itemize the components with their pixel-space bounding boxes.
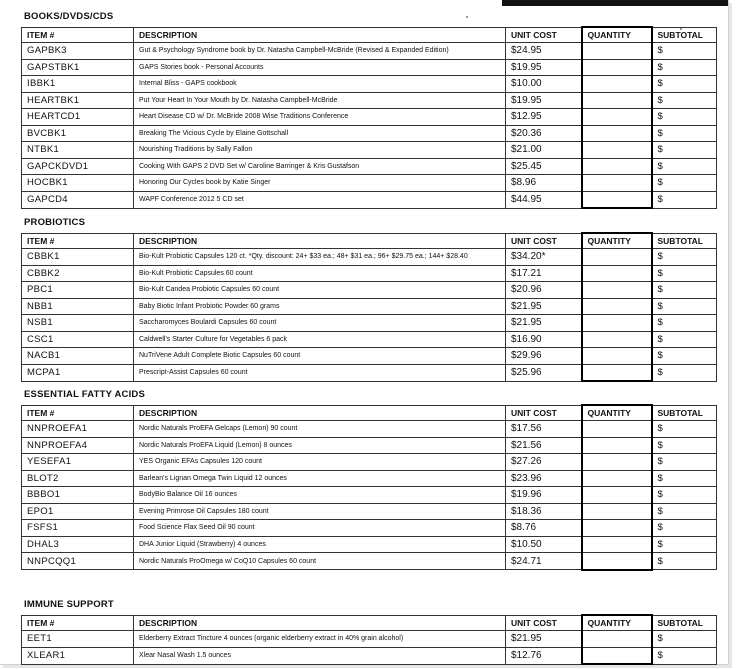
unit-cost: $16.90 <box>506 331 582 348</box>
item-header: ITEM # <box>22 405 134 421</box>
unit-cost: $21.95 <box>506 315 582 332</box>
quantity-field[interactable] <box>582 59 652 76</box>
item-description: BodyBio Balance Oil 16 ounces <box>134 487 506 504</box>
unit-cost: $24.71 <box>506 553 582 570</box>
table-header-row <box>22 405 717 421</box>
table-row <box>22 59 717 76</box>
section-books-dvds-cds <box>21 8 716 209</box>
item-description: Internal Bliss - GAPS cookbook <box>134 76 506 93</box>
unit-cost: $12.76 <box>506 647 582 664</box>
quantity-header: QUANTITY <box>582 615 652 631</box>
unit-cost-header: UNIT COST <box>506 27 582 43</box>
quantity-field[interactable] <box>582 298 652 315</box>
section-immune-support <box>21 596 716 665</box>
unit-cost: $12.95 <box>506 109 582 126</box>
unit-cost: $29.96 <box>506 348 582 365</box>
quantity-field[interactable] <box>582 421 652 438</box>
product-table <box>21 26 717 209</box>
item-code: YESEFA1 <box>22 454 134 471</box>
item-code: DHAL3 <box>22 536 134 553</box>
subtotal-header: SUBTOTAL <box>652 405 717 421</box>
item-code: IBBK1 <box>22 76 134 93</box>
subtotal-header: SUBTOTAL <box>652 233 717 249</box>
item-description: Nourishing Traditions by Sally Fallon <box>134 142 506 159</box>
item-description: Bio-Kult Probiotic Capsules 60 count <box>134 265 506 282</box>
subtotal-field: $ <box>652 421 717 438</box>
table-row <box>22 142 717 159</box>
description-header: DESCRIPTION <box>134 405 506 421</box>
table-row <box>22 92 717 109</box>
subtotal-field: $ <box>652 59 717 76</box>
unit-cost: $17.56 <box>506 421 582 438</box>
quantity-field[interactable] <box>582 315 652 332</box>
table-row <box>22 454 717 471</box>
item-code: PBC1 <box>22 282 134 299</box>
quantity-header: QUANTITY <box>582 233 652 249</box>
item-description: NuTriVene Adult Complete Biotic Capsules 60 count <box>134 348 506 365</box>
quantity-field[interactable] <box>582 142 652 159</box>
item-code: NNPROEFA1 <box>22 421 134 438</box>
quantity-field[interactable] <box>582 331 652 348</box>
subtotal-field: $ <box>652 454 717 471</box>
item-description: WAPF Conference 2012 5 CD set <box>134 191 506 208</box>
quantity-header: QUANTITY <box>582 27 652 43</box>
table-row <box>22 175 717 192</box>
quantity-field[interactable] <box>582 647 652 664</box>
item-description: Baby Biotic Infant Probiotic Powder 60 grams <box>134 298 506 315</box>
item-description: Bio-Kult Probiotic Capsules 120 ct. *Qty. discount: 24+ $33 ea.; 48+ $31 ea.; 96+ $29.75 ea.; 144+ $28.40 <box>134 249 506 266</box>
item-description: Prescript-Assist Capsules 60 count <box>134 364 506 381</box>
quantity-field[interactable] <box>582 265 652 282</box>
item-code: NBB1 <box>22 298 134 315</box>
quantity-field[interactable] <box>582 282 652 299</box>
unit-cost: $10.00 <box>506 76 582 93</box>
item-description: Nordic Naturals ProEFA Liquid (Lemon) 8 ounces <box>134 437 506 454</box>
unit-cost: $20.36 <box>506 125 582 142</box>
item-code: GAPCKDVD1 <box>22 158 134 175</box>
quantity-field[interactable] <box>582 631 652 648</box>
quantity-field[interactable] <box>582 553 652 570</box>
unit-cost: $18.36 <box>506 503 582 520</box>
item-description: Cooking With GAPS 2 DVD Set w/ Caroline Barringer & Kris Gustafson <box>134 158 506 175</box>
description-header: DESCRIPTION <box>134 233 506 249</box>
quantity-field[interactable] <box>582 125 652 142</box>
table-row <box>22 43 717 60</box>
subtotal-field: $ <box>652 364 717 381</box>
subtotal-header: SUBTOTAL <box>652 27 717 43</box>
item-code: HEARTBK1 <box>22 92 134 109</box>
subtotal-field: $ <box>652 125 717 142</box>
item-description: Nordic Naturals ProEFA Gelcaps (Lemon) 90 count <box>134 421 506 438</box>
table-row <box>22 437 717 454</box>
item-code: FSFS1 <box>22 520 134 537</box>
item-code: EET1 <box>22 631 134 648</box>
unit-cost: $21.95 <box>506 631 582 648</box>
table-row <box>22 631 717 648</box>
item-description: Elderberry Extract Tincture 4 ounces (organic elderberry extract in 40% grain alcohol) <box>134 631 506 648</box>
quantity-field[interactable] <box>582 503 652 520</box>
item-code: MCPA1 <box>22 364 134 381</box>
table-row <box>22 191 717 208</box>
item-header: ITEM # <box>22 233 134 249</box>
quantity-field[interactable] <box>582 536 652 553</box>
section-title: BOOKS/DVDS/CDS <box>24 11 114 22</box>
table-row <box>22 331 717 348</box>
item-code: NTBK1 <box>22 142 134 159</box>
subtotal-field: $ <box>652 503 717 520</box>
quantity-field[interactable] <box>582 364 652 381</box>
table-row <box>22 364 717 381</box>
subtotal-field: $ <box>652 249 717 266</box>
item-code: BVCBK1 <box>22 125 134 142</box>
unit-cost: $27.26 <box>506 454 582 471</box>
subtotal-field: $ <box>652 647 717 664</box>
item-code: BLOT2 <box>22 470 134 487</box>
subtotal-field: $ <box>652 265 717 282</box>
item-code: BBBO1 <box>22 487 134 504</box>
table-row <box>22 298 717 315</box>
subtotal-field: $ <box>652 631 717 648</box>
quantity-field[interactable] <box>582 76 652 93</box>
subtotal-field: $ <box>652 437 717 454</box>
quantity-field[interactable] <box>582 191 652 208</box>
unit-cost: $8.76 <box>506 520 582 537</box>
unit-cost: $25.45 <box>506 158 582 175</box>
section-probiotics <box>21 214 716 382</box>
subtotal-field: $ <box>652 142 717 159</box>
unit-cost-header: UNIT COST <box>506 405 582 421</box>
item-code: EPO1 <box>22 503 134 520</box>
subtotal-field: $ <box>652 43 717 60</box>
unit-cost: $44.95 <box>506 191 582 208</box>
section-title: IMMUNE SUPPORT <box>24 599 114 610</box>
quantity-field[interactable] <box>582 43 652 60</box>
item-code: NACB1 <box>22 348 134 365</box>
item-code: GAPBK3 <box>22 43 134 60</box>
table-row <box>22 647 717 664</box>
item-description: Put Your Heart In Your Mouth by Dr. Natasha Campbell-McBride <box>134 92 506 109</box>
item-description: Saccharomyces Boulardi Capsules 60 count <box>134 315 506 332</box>
description-header: DESCRIPTION <box>134 615 506 631</box>
item-description: Breaking The Vicious Cycle by Elaine Gottschall <box>134 125 506 142</box>
subtotal-field: $ <box>652 158 717 175</box>
table-row <box>22 125 717 142</box>
subtotal-field: $ <box>652 175 717 192</box>
section-title: ESSENTIAL FATTY ACIDS <box>24 389 146 400</box>
item-code: HEARTCD1 <box>22 109 134 126</box>
quantity-field[interactable] <box>582 454 652 471</box>
item-header: ITEM # <box>22 615 134 631</box>
item-description: Nordic Naturals ProOmega w/ CoQ10 Capsules 60 count <box>134 553 506 570</box>
subtotal-field: $ <box>652 76 717 93</box>
quantity-field[interactable] <box>582 487 652 504</box>
unit-cost: $23.96 <box>506 470 582 487</box>
unit-cost: $25.96 <box>506 364 582 381</box>
unit-cost: $17.21 <box>506 265 582 282</box>
table-header-row <box>22 27 717 43</box>
subtotal-field: $ <box>652 470 717 487</box>
subtotal-field: $ <box>652 331 717 348</box>
quantity-field[interactable] <box>582 520 652 537</box>
item-description: Gut & Psychology Syndrome book by Dr. Natasha Campbell-McBride (Revised & Expanded Edition) <box>134 43 506 60</box>
table-row <box>22 503 717 520</box>
unit-cost: $8.96 <box>506 175 582 192</box>
table-row <box>22 536 717 553</box>
table-header-row <box>22 615 717 631</box>
unit-cost-header: UNIT COST <box>506 615 582 631</box>
unit-cost: $19.95 <box>506 59 582 76</box>
subtotal-field: $ <box>652 348 717 365</box>
table-row <box>22 265 717 282</box>
unit-cost: $19.95 <box>506 92 582 109</box>
subtotal-field: $ <box>652 92 717 109</box>
subtotal-field: $ <box>652 191 717 208</box>
subtotal-field: $ <box>652 315 717 332</box>
unit-cost: $21.95 <box>506 298 582 315</box>
subtotal-header: SUBTOTAL <box>652 615 717 631</box>
table-row <box>22 348 717 365</box>
item-description: Food Science Flax Seed Oil 90 count <box>134 520 506 537</box>
item-description: Barlean's Lignan Omega Twin Liquid 12 ounces <box>134 470 506 487</box>
description-header: DESCRIPTION <box>134 27 506 43</box>
subtotal-field: $ <box>652 536 717 553</box>
item-description: Caldwell's Starter Culture for Vegetables 6 pack <box>134 331 506 348</box>
subtotal-field: $ <box>652 520 717 537</box>
quantity-field[interactable] <box>582 249 652 266</box>
quantity-field[interactable] <box>582 109 652 126</box>
product-table <box>21 232 717 382</box>
item-description: Xlear Nasal Wash 1.5 ounces <box>134 647 506 664</box>
item-description: Heart Disease CD w/ Dr. McBride 2008 Wise Traditions Conference <box>134 109 506 126</box>
quantity-header: QUANTITY <box>582 405 652 421</box>
unit-cost-header: UNIT COST <box>506 233 582 249</box>
item-code: CBBK1 <box>22 249 134 266</box>
unit-cost: $34.20* <box>506 249 582 266</box>
unit-cost: $24.95 <box>506 43 582 60</box>
quantity-field[interactable] <box>582 158 652 175</box>
item-description: Evening Primrose Oil Capsules 180 count <box>134 503 506 520</box>
item-description: DHA Junior Liquid (Strawberry) 4 ounces <box>134 536 506 553</box>
section-essential-fatty-acids <box>21 386 716 571</box>
quantity-field[interactable] <box>582 437 652 454</box>
quantity-field[interactable] <box>582 470 652 487</box>
item-description: Bio-Kult Candea Probiotic Capsules 60 count <box>134 282 506 299</box>
unit-cost: $20.96 <box>506 282 582 299</box>
table-row <box>22 249 717 266</box>
subtotal-field: $ <box>652 298 717 315</box>
item-code: GAPCD4 <box>22 191 134 208</box>
item-code: NNPCQQ1 <box>22 553 134 570</box>
table-row <box>22 76 717 93</box>
subtotal-field: $ <box>652 553 717 570</box>
item-code: HOCBK1 <box>22 175 134 192</box>
item-header: ITEM # <box>22 27 134 43</box>
table-row <box>22 282 717 299</box>
item-description: YES Organic EFAs Capsules 120 count <box>134 454 506 471</box>
product-table <box>21 614 717 665</box>
item-code: XLEAR1 <box>22 647 134 664</box>
table-header-row <box>22 233 717 249</box>
table-row <box>22 520 717 537</box>
unit-cost: $19.96 <box>506 487 582 504</box>
table-row <box>22 421 717 438</box>
unit-cost: $21.00 <box>506 142 582 159</box>
section-title: PROBIOTICS <box>24 217 86 228</box>
item-code: CBBK2 <box>22 265 134 282</box>
table-row <box>22 315 717 332</box>
table-row <box>22 109 717 126</box>
unit-cost: $21.56 <box>506 437 582 454</box>
table-row <box>22 158 717 175</box>
product-table <box>21 404 717 571</box>
table-row <box>22 487 717 504</box>
subtotal-field: $ <box>652 109 717 126</box>
item-code: GAPSTBK1 <box>22 59 134 76</box>
subtotal-field: $ <box>652 487 717 504</box>
quantity-field[interactable] <box>582 92 652 109</box>
item-description: GAPS Stories book - Personal Accounts <box>134 59 506 76</box>
item-description: Honoring Our Cycles book by Katie Singer <box>134 175 506 192</box>
subtotal-field: $ <box>652 282 717 299</box>
unit-cost: $10.50 <box>506 536 582 553</box>
item-code: NNPROEFA4 <box>22 437 134 454</box>
item-code: CSC1 <box>22 331 134 348</box>
quantity-field[interactable] <box>582 175 652 192</box>
item-code: NSB1 <box>22 315 134 332</box>
top-black-bar <box>502 0 728 6</box>
quantity-field[interactable] <box>582 348 652 365</box>
table-row <box>22 470 717 487</box>
table-row <box>22 553 717 570</box>
